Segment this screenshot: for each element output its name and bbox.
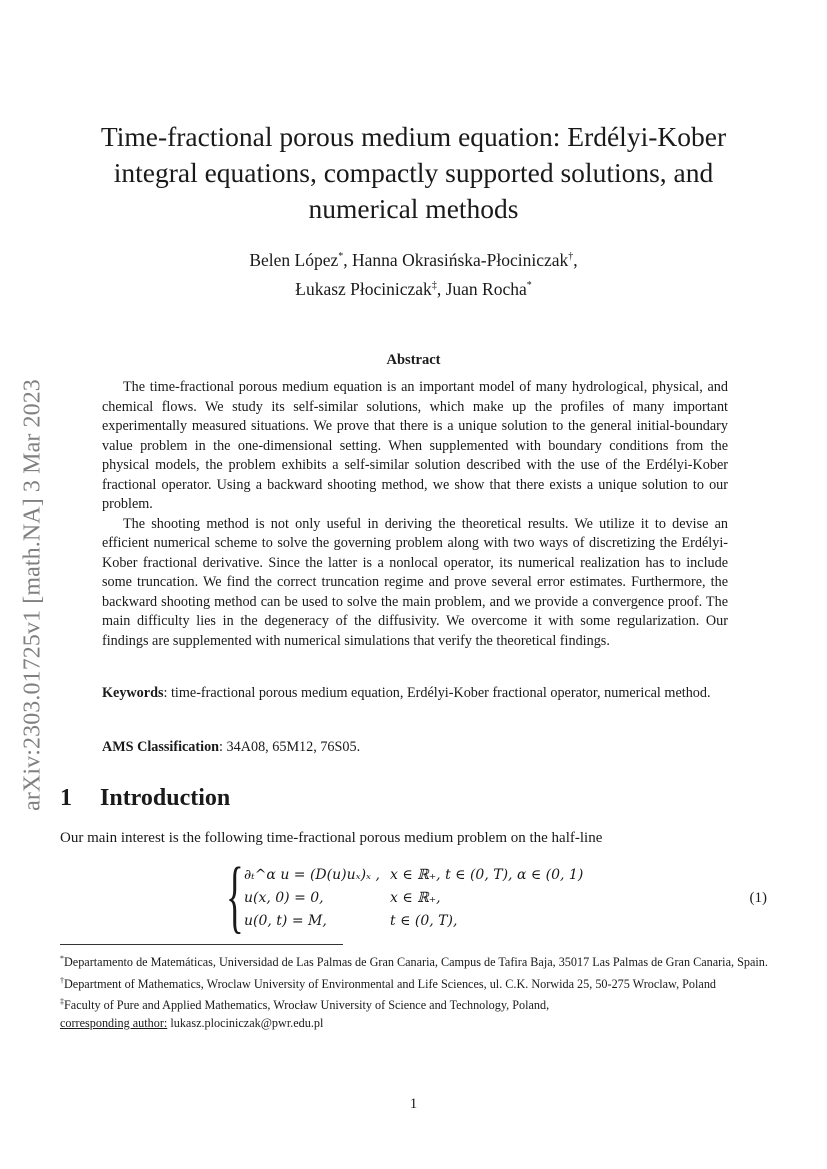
title-line-1: Time-fractional porous medium equation: Erdélyi-Kober bbox=[100, 121, 727, 152]
footnotes bbox=[60, 950, 768, 1033]
abstract-paragraph: The shooting method is not only useful in deriving the theoretical results. We utilize it to devise an efficient numerical scheme to solve the governing problem along with two ways of discretizing the Erdélyi-Kober fractional derivative. Since the latter is a nonlocal operator, its numerical realization has to include some truncation. We find the correct truncation regime and prove several error estimates. Furthermore, the backward shooting method can be used to solve the main problem, and we provide a convergence proof. The main difficulty lies in the degeneracy of the diffusivity. We overcome it with some regularization. Our findings are supplemented with numerical simulations that verify the theoretical findings. bbox=[102, 515, 728, 649]
ams-text: : 34A08, 65M12, 76S05. bbox=[219, 739, 361, 755]
equation-number: (1) bbox=[749, 890, 767, 906]
footnote-mark: * bbox=[60, 954, 64, 963]
footnote-text: Departamento de Matemáticas, Universidad de Las Palmas de Gran Canaria, Campus de Tafira Baja, 35017 Las Palmas de Gran Canaria, Spain. bbox=[64, 955, 768, 970]
abstract-body bbox=[102, 378, 728, 651]
corresponding-author-label: corresponding author: bbox=[60, 1015, 168, 1030]
author-name: Belen López bbox=[249, 249, 339, 270]
equation-system bbox=[226, 850, 606, 941]
equation-condition: x ∈ ℝ₊, t ∈ (0, T), α ∈ (0, 1) bbox=[390, 867, 584, 883]
affiliation-mark: ‡ bbox=[431, 279, 437, 291]
keywords bbox=[102, 684, 728, 704]
affiliation-mark: † bbox=[568, 251, 574, 262]
footnote-rule bbox=[60, 944, 343, 945]
footnote-mark: ‡ bbox=[60, 997, 64, 1007]
equation-lhs: u(0, t) = M, bbox=[244, 913, 327, 929]
affiliation-mark: * bbox=[526, 279, 532, 291]
author-list: Belen López*, Hanna Okrasińska-Płociniczak†, Łukasz Płociniczak‡, Juan Rocha* bbox=[249, 249, 578, 299]
equation-lhs: u(x, 0) = 0, bbox=[244, 890, 324, 906]
arxiv-sidebar-stamp bbox=[11, 330, 55, 860]
keywords-text: : time-fractional porous medium equation, Erdélyi-Kober fractional operator, numerical method. bbox=[163, 685, 711, 701]
author-name: Łukasz Płociniczak bbox=[295, 278, 432, 299]
affiliation-mark: * bbox=[338, 251, 344, 262]
equation-lhs: ∂ₜ^α u = (D(u)uₓ)ₓ , bbox=[244, 867, 380, 883]
footnote bbox=[60, 950, 768, 972]
section-title: Introduction bbox=[100, 785, 231, 811]
author-name: Juan Rocha bbox=[445, 278, 527, 299]
footnote-mark: † bbox=[60, 975, 64, 985]
left-brace: { bbox=[226, 850, 244, 941]
abstract-heading: Abstract bbox=[386, 352, 441, 368]
footnote bbox=[60, 993, 768, 1032]
author-name: Hanna Okrasińska-Płociniczak bbox=[352, 249, 569, 270]
footnote-text: Faculty of Pure and Applied Mathematics, Wrocław University of Science and Technology, Poland, bbox=[64, 998, 550, 1013]
intro-paragraph: Our main interest is the following time-fractional porous medium problem on the half-line bbox=[60, 830, 603, 846]
section-heading bbox=[60, 785, 230, 812]
contact-email[interactable]: lukasz.plociniczak@pwr.edu.pl bbox=[170, 1015, 324, 1030]
title-line-3: numerical methods bbox=[308, 193, 519, 224]
abstract-paragraph: The time-fractional porous medium equation is an important model of many hydrological, physical, and chemical flows. We study its self-similar solutions, which make up the profiles of many important experimentally measured situations. We prove that there is a unique solution to the general initial-boundary value problem in the one-dimensional setting. When supplemented with boundary conditions from the physical models, the problem exhibits a self-similar solution described with the use of the Erdélyi-Kober fractional operator. Using a backward shooting method, we show that there exists a unique solution to our problem. bbox=[102, 379, 728, 512]
section-number: 1 bbox=[60, 785, 72, 811]
keywords-label: Keywords bbox=[102, 685, 164, 701]
equation-condition: t ∈ (0, T), bbox=[390, 913, 458, 929]
paper-title bbox=[75, 119, 752, 227]
footnote bbox=[60, 972, 768, 994]
equation-condition: x ∈ ℝ₊, bbox=[390, 890, 441, 906]
ams-label: AMS Classification bbox=[102, 739, 220, 755]
arxiv-identifier: arXiv:2303.01725v1 [math.NA] 3 Mar 2023 bbox=[19, 379, 46, 811]
page-number: 1 bbox=[409, 1096, 418, 1112]
title-line-2: integral equations, compactly supported solutions, and bbox=[113, 157, 714, 188]
footnote-text: Department of Mathematics, Wroclaw University of Environmental and Life Sciences, ul. C.K. Norwida 25, 50-275 Wroclaw, Poland bbox=[64, 976, 717, 991]
ams-classification bbox=[102, 738, 728, 758]
